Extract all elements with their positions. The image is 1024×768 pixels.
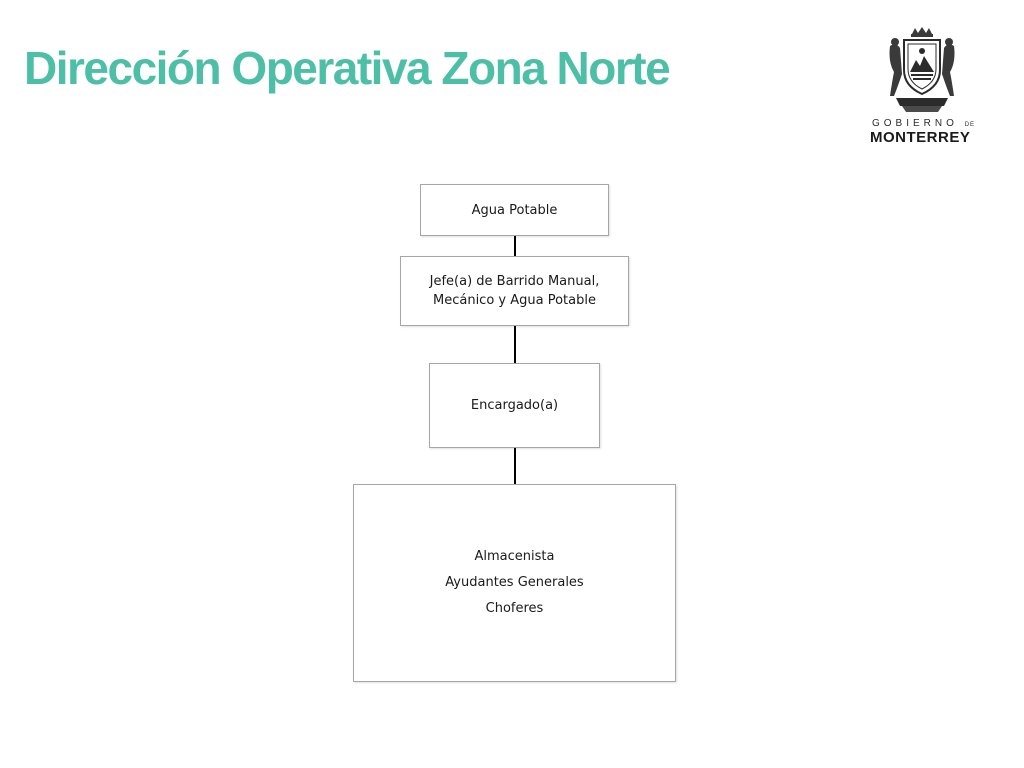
node-label: Encargado(a) (470, 398, 559, 413)
org-node-jefe-barrido (400, 256, 629, 326)
connector-line (514, 326, 516, 363)
coat-of-arms-icon (882, 26, 962, 116)
org-node-staff (353, 484, 676, 682)
node-item-almacenista: Almacenista (474, 549, 555, 564)
node-item-ayudantes: Ayudantes Generales (445, 575, 584, 590)
org-node-encargado (429, 363, 600, 448)
logo-text-monterrey: MONTERREY (870, 129, 971, 146)
node-label: Agua Potable (471, 202, 558, 218)
connector-line (514, 448, 516, 484)
logo-text-gobierno: GOBIERNO DE (872, 118, 976, 129)
node-item-choferes: Choferes (485, 601, 544, 616)
node-label: Jefe(a) de Barrido Manual, Mecánico y Agua Potable (429, 274, 600, 308)
gobierno-monterrey-logo (866, 26, 978, 146)
connector-line (514, 236, 516, 256)
org-node-agua-potable (420, 184, 609, 236)
page-title: Dirección Operativa Zona Norte (24, 42, 670, 94)
